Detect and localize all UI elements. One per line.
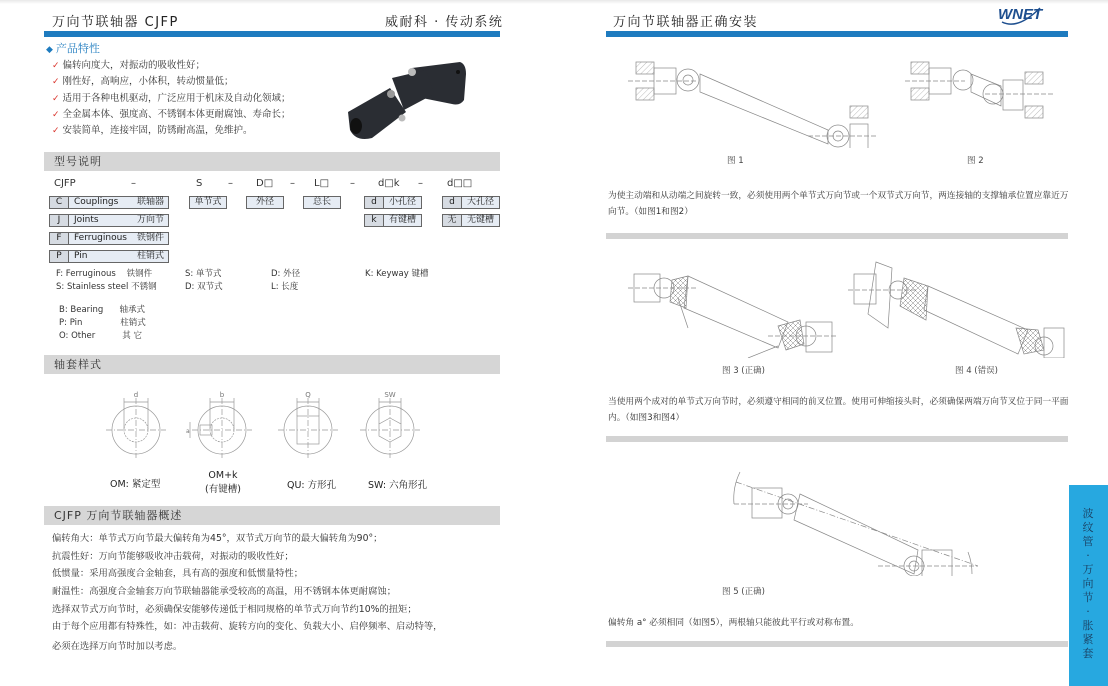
header-bar — [44, 31, 500, 37]
svg-text:a: a — [186, 428, 190, 435]
shape-label-sw: SW: 六角形孔 — [368, 480, 428, 491]
figure-3-diagram — [628, 268, 838, 358]
separator — [606, 233, 1068, 239]
om-k-shape-figure — [182, 388, 252, 458]
overview-item: 由于每个应用都有特殊性，如：冲击载荷、旋转方向的变化、负载大小、启停频率、启动特等， — [52, 621, 443, 633]
figure-1-caption: 图 1 — [727, 156, 744, 166]
feature-item: ✓ 刚性好，高响应，小体积，转动惯量低； — [52, 76, 234, 88]
features-title: ◆ 产品特性 — [46, 42, 100, 55]
legend-material: F: Ferruginous 铁钢件 S: Stainless steel 不锈钢 — [56, 269, 157, 292]
svg-text:d: d — [133, 391, 139, 399]
s-box: 单节式 — [189, 196, 227, 209]
separator — [606, 436, 1068, 442]
figure-2-diagram — [905, 58, 1055, 128]
feature-item: ✓ 安装简单，连接牢固，防锈耐高温，免维护。 — [52, 125, 253, 137]
brand-text: 威耐科 · 传动系统 — [385, 15, 504, 30]
figure-3-caption: 图 3 (正确) — [722, 366, 765, 376]
right-header-bar — [606, 31, 1068, 37]
overview-list — [52, 530, 442, 656]
code-part: D□ — [256, 178, 274, 189]
shape-label-om: OM: 紧定型 — [110, 479, 161, 490]
code-part: – — [350, 178, 355, 189]
section-overview: CJFP 万向节联轴器概述 — [44, 506, 500, 525]
prefix-box: C Couplings 联轴器 — [49, 196, 169, 209]
svg-text:SW: SW — [384, 391, 396, 399]
no-keyway-box: 无 无键槽 — [442, 214, 500, 227]
large-bore-box: d 大孔径 — [442, 196, 500, 209]
side-tab-category[interactable] — [1069, 485, 1108, 686]
prefix-box: J Joints 万向节 — [49, 214, 169, 227]
overview-item: 选择双节式万向节时，必须确保安能够传递低于相同规格的单节式万向节约10%的扭矩； — [52, 603, 417, 615]
svg-text:b: b — [219, 391, 225, 399]
small-bore-box: d 小孔径 — [364, 196, 422, 209]
code-part: – — [418, 178, 423, 189]
code-part: – — [228, 178, 233, 189]
code-part: L□ — [314, 178, 330, 189]
svg-text:Q: Q — [305, 391, 311, 399]
om-shape-figure — [106, 388, 166, 458]
figure-2-caption: 图 2 — [967, 156, 984, 166]
overview-item: 必须在选择万向节时加以考虑。 — [52, 641, 183, 653]
prefix-box: P Pin 柱销式 — [49, 250, 169, 263]
code-part: S — [196, 178, 203, 189]
legend-type: S: 单节式 D: 双节式 — [185, 269, 223, 292]
code-part: d□□ — [447, 178, 473, 189]
feature-item: ✓ 适用于各种电机驱动，广泛应用于机床及自动化领域； — [52, 92, 291, 104]
feature-item: ✓ 全金属本体、强度高、不锈钢本体更耐腐蚀、寿命长； — [52, 108, 291, 120]
legend-dims: D: 外径 L: 长度 — [271, 269, 301, 292]
figure-5-diagram — [728, 466, 978, 576]
check-icon: ✓ — [52, 77, 60, 88]
figure-4-diagram — [848, 258, 1068, 358]
code-part: – — [131, 178, 136, 189]
keyway-box: k 有键槽 — [364, 214, 422, 227]
wnet-logo — [996, 2, 1046, 28]
right-page-title: 万向节联轴器正确安装 — [613, 15, 759, 30]
code-part: d□k — [378, 178, 400, 189]
overview-item: 抗震性好：万向节能够吸收冲击载荷，对振动的吸收性好； — [52, 550, 294, 562]
section-model: 型号说明 — [44, 152, 500, 171]
qu-shape-figure — [278, 388, 338, 458]
legend-structure: B: Bearing 轴承式 P: Pin 柱销式 O: Other 其 它 — [59, 305, 146, 341]
code-part: – — [290, 178, 295, 189]
shape-label-qu: QU: 方形孔 — [287, 480, 337, 491]
d-box: 外径 — [246, 196, 284, 209]
svg-text:WNET: WNET — [998, 6, 1043, 23]
l-box: 总长 — [303, 196, 341, 209]
diamond-icon: ◆ — [46, 45, 53, 55]
section-sleeve: 轴套样式 — [44, 355, 500, 374]
figure-5-caption: 图 5 (正确) — [722, 587, 765, 597]
code-part: CJFP — [54, 178, 76, 189]
legend-keyway: K: Keyway 键槽 — [365, 269, 429, 279]
overview-item: 耐温性：高强度合金轴套万向节联轴器能承受较高的高温，用不锈钢本体更耐腐蚀； — [52, 586, 396, 598]
check-icon: ✓ — [52, 61, 60, 71]
check-icon: ✓ — [52, 126, 60, 137]
paragraph-2: 当使用两个成对的单节式万向节时，必须遵守相同的前叉位置。使用可伸缩接头时，必须确保两端万向节叉位于同一平面内。（如图3和图4） — [608, 397, 1069, 423]
features-list — [52, 58, 291, 139]
product-image — [342, 48, 470, 144]
paragraph-1: 为使主动端和从动端之间旋转一致，必须使用两个单节式万向节或一个双节式万向节，两连接轴的支撑轴承位置应靠近万向节。（如图1和图2） — [608, 191, 1069, 217]
feature-item: ✓ 偏转向度大，对振动的吸收性好； — [52, 60, 206, 71]
separator — [606, 641, 1068, 647]
side-tab-label: 波纹管·万向节·胀紧套 — [1082, 507, 1094, 660]
prefix-box: F Ferruginous 铁钢件 — [49, 232, 169, 245]
page-title: 万向节联轴器 CJFP — [52, 15, 179, 30]
sw-shape-figure — [360, 388, 420, 458]
check-icon: ✓ — [52, 109, 60, 120]
shape-label-om-k: OM+k (有键槽) — [205, 470, 241, 495]
figure-4-caption: 图 4 (错误) — [955, 366, 998, 376]
overview-item: 低惯量：采用高强度合金轴套，具有高的强度和低惯量特性； — [52, 568, 304, 580]
figure-1-diagram — [628, 58, 878, 148]
check-icon: ✓ — [52, 93, 60, 104]
overview-item: 偏转角大：单节式万向节最大偏转角为45°，双节式万向节的最大偏转角为90°； — [52, 533, 383, 544]
paragraph-3: 偏转角 a° 必须相同（如图5），两根轴只能彼此平行或对称布置。 — [608, 618, 859, 628]
